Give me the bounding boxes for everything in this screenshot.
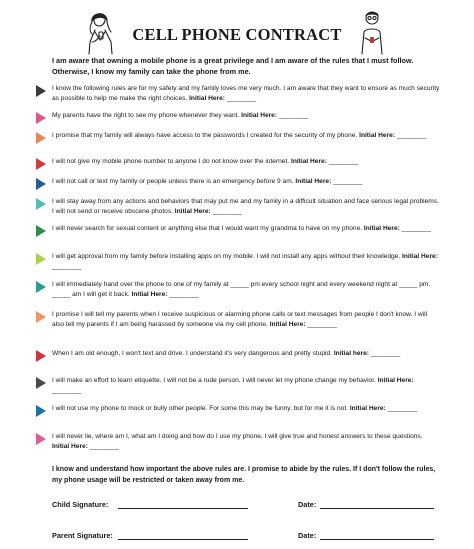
rule-body: I will not call or text my family or people unless there is an emergency before 9 am. [52,178,296,185]
initial-blank[interactable]: ________ [326,158,359,165]
rule-text [52,224,440,234]
triangle-bullet-icon [36,85,46,97]
rule-text [52,84,440,104]
triangle-bullet-icon [36,433,46,445]
initial-label: Initial Here: [241,112,278,119]
rule-body: I will never search for sexual content or anything else that I would want my grandma to have on my phone. [52,225,364,232]
rule-body: I will immediately hand over the phone to one of my family at _____ pm every school night and every weekend night at _____ pm. _____ am I will get it back. [52,281,431,298]
initial-label: Initial Here: [377,377,414,384]
child-signature-line[interactable] [118,508,248,509]
triangle-bullet-icon [36,112,46,124]
initial-blank[interactable]: ________ [305,321,337,328]
child-signature-label: Child Signature: [52,500,109,509]
parent-signature-line[interactable] [118,539,248,540]
child-date-line[interactable] [320,508,434,509]
initial-blank[interactable]: ________ [369,350,401,357]
triangle-bullet-icon [36,311,46,323]
initial-label: Initial Here: [290,158,327,165]
rule-body: I will never lie, where am I, what am I doing and how do I use my phone, I will give true and honest answers to these questions. [52,433,423,440]
initial-blank[interactable]: ________ [225,95,257,102]
parent-date-label: Date: [298,531,317,540]
parent-date-line[interactable] [320,539,434,540]
rule-text [52,177,440,187]
rule-body: I promise I will tell my parents when I receive suspicious or alarming phone calls or text messages from people I don't know. I will also tell my parents if I am being harassed by someone via my cell phone. [52,311,428,328]
rule-body: When I am old enough, I won't text and drive. I understand it's very dangerous and pretty stupid. [52,350,334,357]
initial-blank[interactable]: ________ [52,387,82,394]
triangle-bullet-icon [36,158,46,170]
rule-text [52,310,440,330]
rule-text [52,404,440,414]
initial-label: Initial here: [333,350,370,357]
child-date-label: Date: [298,500,317,509]
initial-label: Initial Here: [295,178,332,185]
parent-signature-label: Parent Signature: [52,531,113,540]
triangle-bullet-icon [36,198,46,210]
rule-text [52,280,440,300]
triangle-bullet-icon [36,253,46,265]
rule-body: I will not give my mobile phone number to anyone I do not know over the internet. [52,158,291,165]
initial-label: Initial Here: [189,95,225,102]
rule-body: My parents have the right to see my phone whenever they want. [52,112,242,119]
header [0,8,474,58]
rule-text [52,252,440,272]
initial-label: Initial Here: [349,405,386,412]
initial-label: Initial Here: [363,225,400,232]
rule-body: I know the following rules are for my safety and my family loves me very much. I am aware that they want to ensure as much security as possible to help me make the right choices. [52,85,440,102]
rule-text [52,111,440,121]
boy-with-phone-illustration [352,8,392,56]
initial-blank[interactable]: ________ [167,291,199,298]
closing-statement: I know and understand how important the above rules are. I promise to abide by the rules. If I don't follow the rules, my phone usage will be restricted or taken away from me. [52,466,436,484]
rule-body: I promise that my family will always have access to the passwords I created for the security of my phone. [52,132,360,139]
rule-text [52,376,440,396]
initial-label: Initial Here: [402,253,438,260]
initial-label: Initial Here: [131,291,168,298]
initial-label: Initial Here: [174,208,211,215]
triangle-bullet-icon [36,350,46,362]
triangle-bullet-icon [36,132,46,144]
rule-text [52,157,440,167]
triangle-bullet-icon [36,405,46,417]
initial-blank[interactable]: ________ [87,443,120,450]
triangle-bullet-icon [36,281,46,293]
initial-blank[interactable]: ________ [395,132,427,139]
initial-blank[interactable]: ________ [331,178,363,185]
rule-body: I will not use my phone to mock or bully other people. For some this may be funny, but for me it is not. [52,405,350,412]
initial-label: Initial Here: [269,321,306,328]
triangle-bullet-icon [36,225,46,237]
rule-text [52,131,440,141]
initial-blank[interactable]: ________ [52,263,82,270]
rule-text [52,197,440,217]
initial-label: Initial Here: [52,443,88,450]
initial-blank[interactable]: ________ [385,405,417,412]
rule-body: I will stay away from any actions and behaviors that may put me and my family in a difficult situation and face serious legal problems. I will not send or receive obscene photos. [52,198,439,215]
rule-text [52,349,440,359]
initial-label: Initial Here: [359,132,396,139]
rule-text [52,432,440,452]
initial-blank[interactable]: ________ [210,208,242,215]
rule-body: I will make an effort to learn etiquette. I will not be a rude person. I will never let my phone change my behavior. [52,377,378,384]
intro-statement: I am aware that owning a mobile phone is a great privilege and I am aware of the rules that I must follow. Otherwise, I know my family can take the phone from me. [52,56,414,76]
page-title: CELL PHONE CONTRACT [132,25,342,44]
initial-blank[interactable]: ________ [399,225,431,232]
triangle-bullet-icon [36,178,46,190]
initial-blank[interactable]: ________ [277,112,309,119]
triangle-bullet-icon [36,377,46,389]
rule-body: I will get approval from my family before installing apps on my mobile. I will not install any apps without their knowledge. [52,253,402,260]
